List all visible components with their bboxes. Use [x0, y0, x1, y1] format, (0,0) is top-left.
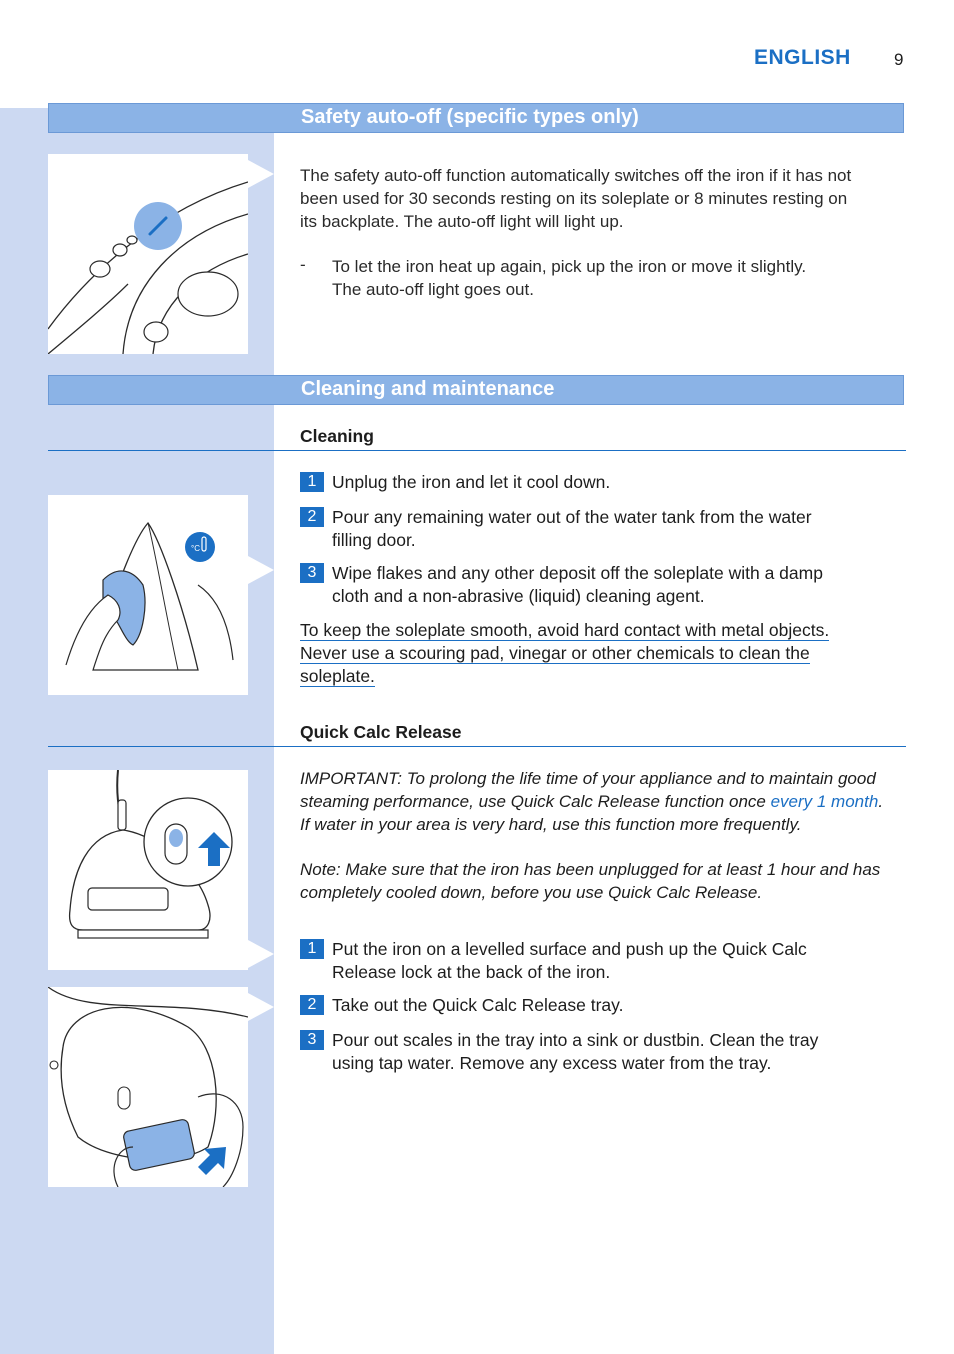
step-number: 1 — [300, 472, 324, 492]
cleaning-step: 2 Pour any remaining water out of the water tank from the water filling door. — [300, 506, 890, 552]
subtitle-quick-calc-release: Quick Calc Release — [300, 722, 462, 742]
tray-removal-illustration — [48, 987, 248, 1187]
section-bar-cleaning-maintenance — [48, 375, 904, 405]
bullet-dash: - — [300, 255, 306, 274]
iron-back-lock-illustration — [48, 770, 248, 970]
step-number: 3 — [300, 1030, 324, 1050]
iron-auto-off-illustration — [48, 154, 248, 354]
step-number: 2 — [300, 507, 324, 527]
illustration-pointer — [248, 940, 274, 968]
language-heading: ENGLISH — [754, 46, 851, 69]
section-title-cleaning-maintenance: Cleaning and maintenance — [301, 378, 555, 400]
subtitle-cleaning: Cleaning — [300, 426, 374, 446]
step-number: 3 — [300, 563, 324, 583]
qcr-step: 1 Put the iron on a levelled surface and push up the Quick Calc Release lock at the back of the iron. — [300, 938, 890, 984]
illustration-pointer — [248, 993, 274, 1021]
iron-wiping-illustration — [48, 495, 248, 695]
qcr-step: 2 Take out the Quick Calc Release tray. — [300, 994, 890, 1017]
step-number: 1 — [300, 939, 324, 959]
page-number: 9 — [894, 50, 904, 69]
illustration-pointer — [248, 160, 274, 188]
qcr-note: Note: Make sure that the iron has been unplugged for at least 1 hour and has completely cooled down, before you use Quick Calc Release. — [300, 860, 881, 902]
qcr-important-note: IMPORTANT: To prolong the life time of your appliance and to maintain good steaming performance, use Quick Calc Release function once every 1 month. If water in your area is very hard, use this function more frequently. — [300, 769, 884, 834]
divider-cleaning — [48, 450, 906, 451]
section-title-safety: Safety auto-off (specific types only) — [301, 106, 639, 128]
highlight-frequency: every 1 month — [770, 792, 879, 811]
divider-quick-calc-release — [48, 746, 906, 747]
safety-bullet: To let the iron heat up again, pick up the iron or move it slightly. The auto-off light goes out. — [332, 257, 807, 299]
section-bar-safety — [48, 103, 904, 133]
step-number: 2 — [300, 995, 324, 1015]
safety-paragraph: The safety auto-off function automatically switches off the iron if it has not been used for 30 seconds resting on its soleplate or 8 minutes resting on its backplate. The auto-off light will light up. — [300, 166, 852, 231]
cleaning-step: 1 Unplug the iron and let it cool down. — [300, 471, 890, 494]
illustration-pointer — [248, 556, 274, 584]
temperature-badge: °C — [191, 544, 200, 553]
cleaning-step: 3 Wipe flakes and any other deposit off the soleplate with a damp cloth and a non-abrasive (liquid) cleaning agent. — [300, 562, 890, 608]
qcr-step: 3 Pour out scales in the tray into a sink or dustbin. Clean the tray using tap water. Remove any excess water from the tray. — [300, 1029, 890, 1075]
cleaning-warning: To keep the soleplate smooth, avoid hard contact with metal objects. Never use a scouring pad, vinegar or other chemicals to clean the soleplate. — [300, 620, 830, 686]
